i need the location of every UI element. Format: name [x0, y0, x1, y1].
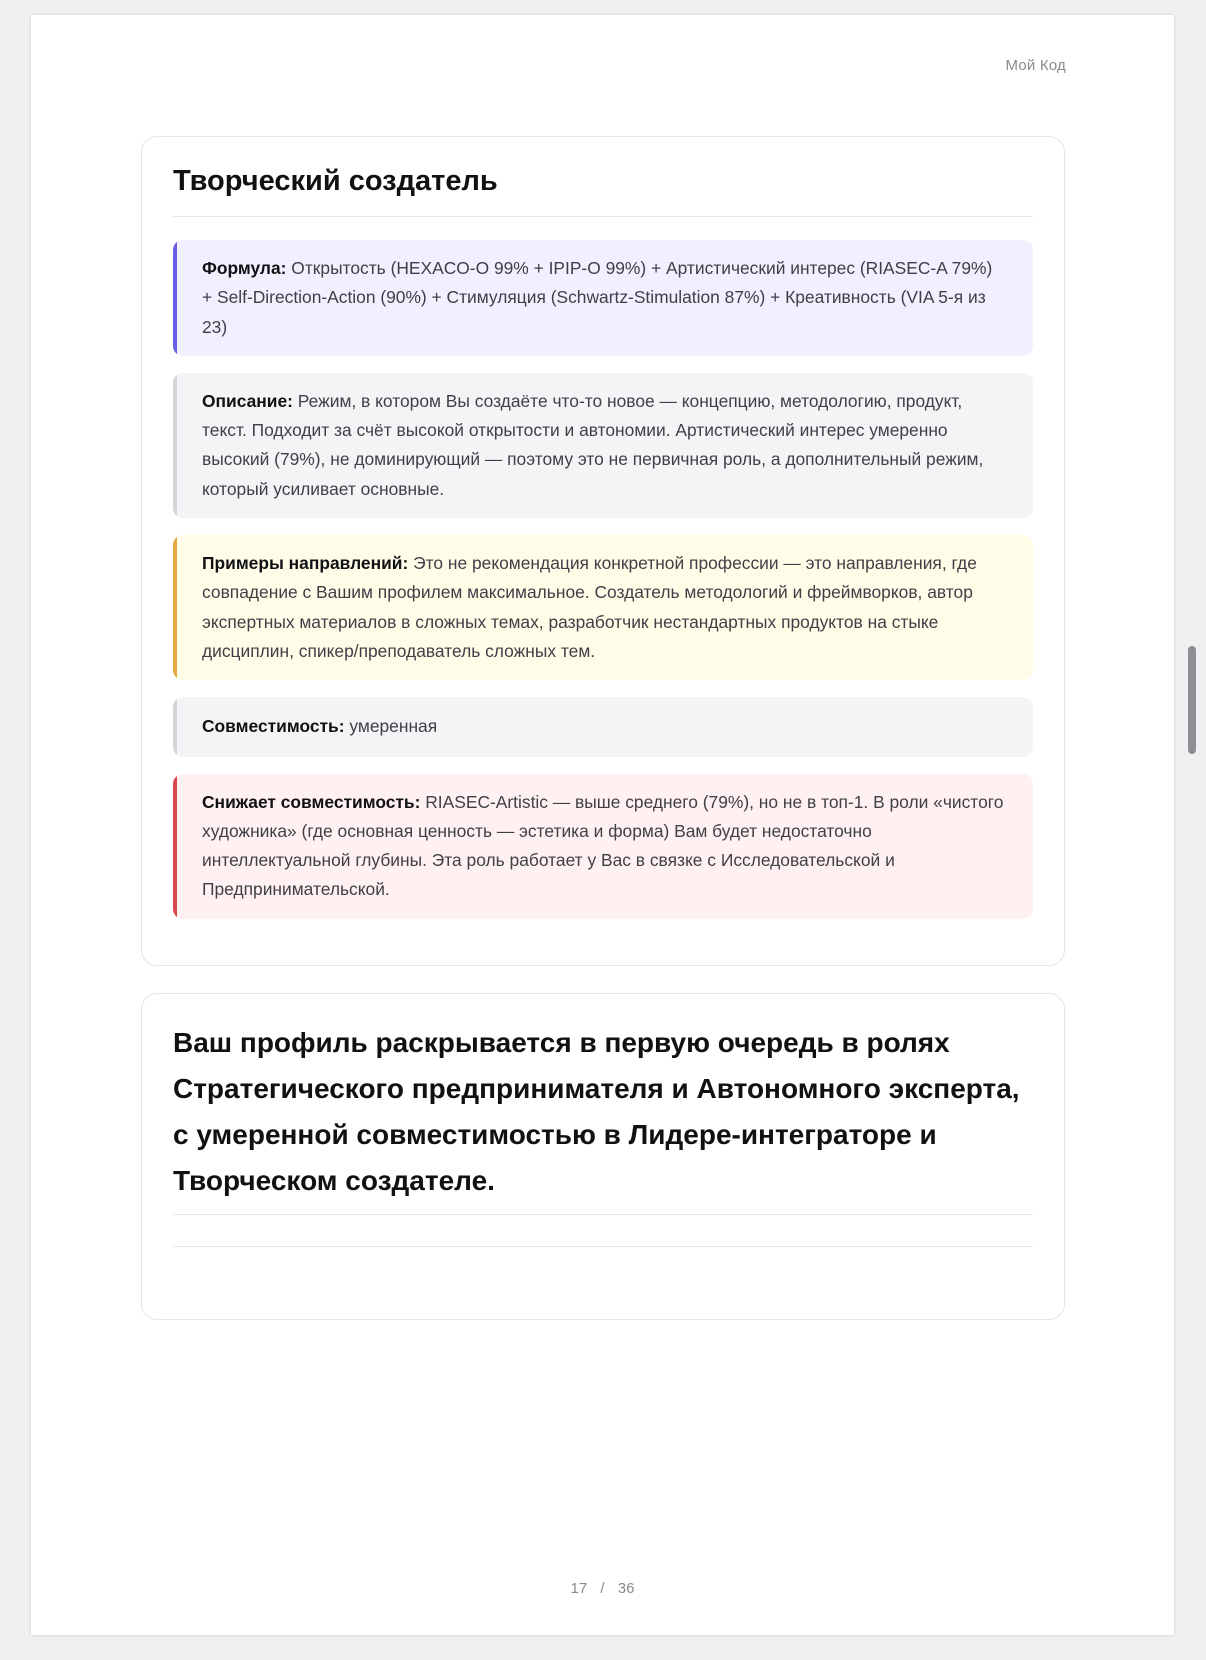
- divider: [173, 1214, 1033, 1215]
- compatibility-label: Совместимость:: [202, 716, 345, 737]
- formula-label: Формула:: [202, 258, 287, 278]
- examples-label: Примеры направлений:: [202, 553, 409, 574]
- page-separator: /: [600, 1580, 605, 1597]
- role-card: [141, 136, 1065, 966]
- reduces-text: RIASEC-Artistic — выше среднего (79%), но не в топ-1. В роли «чистого художника» (где основная ценность — эстетика и форма) Вам будет недостаточно интеллектуальной глубины. Эта роль работает у Вас в связке с Исследовательской и Предпринимательской.: [202, 791, 1004, 900]
- description-block: [173, 373, 1033, 518]
- description-label: Описание:: [202, 390, 293, 411]
- compatibility-value: умеренная: [349, 716, 438, 737]
- role-blocks: [173, 240, 1033, 936]
- examples-text: Это не рекомендация конкретной профессии — это направления, где совпадение с Вашим профилем максимальное. Создатель методологий и фреймворков, автор экспертных материалов в сложных темах, разработчик нестандартных продуктов на стыке дисциплин, спикер/преподаватель сложных тем.: [202, 553, 977, 661]
- brand-label: Мой Код: [1005, 57, 1066, 74]
- document-page: [31, 15, 1174, 1635]
- scrollbar-thumb[interactable]: [1188, 646, 1196, 754]
- current-page: 17: [570, 1580, 588, 1597]
- compatibility-block: [173, 697, 1033, 756]
- formula-text: Открытость (HEXACO-O 99% + IPIP-O 99%) + Артистический интерес (RIASEC-A 79%) + Self-Direction-Action (90%) + Стимуляция (Schwartz-Stimulation 87%) + Креативность (VIA 5-я из 23): [202, 258, 993, 337]
- reduces-label: Снижает совместимость:: [202, 791, 421, 812]
- page-indicator: [31, 1580, 1174, 1597]
- reduces-compatibility-block: [173, 774, 1033, 919]
- examples-block: [173, 535, 1033, 680]
- description-text: Режим, в котором Вы создаёте что-то новое — концепцию, методологию, продукт, текст. Подходит за счёт высокой открытости и автономии. Артистический интерес умеренно высокий (79%), не доминирующий — поэтому это не первичная роль, а дополнительный режим, который усиливает основные.: [202, 390, 984, 499]
- divider: [173, 1246, 1033, 1247]
- total-pages: 36: [617, 1580, 635, 1597]
- formula-block: [173, 240, 1033, 356]
- summary-text: Ваш профиль раскрывается в первую очередь в ролях Стратегического предпринимателя и Автономного эксперта, с умеренной совместимостью в Лидере-интеграторе и Творческом создателе.: [173, 1027, 1020, 1196]
- role-title: Творческий создатель: [173, 165, 1033, 217]
- summary-card: [141, 993, 1065, 1320]
